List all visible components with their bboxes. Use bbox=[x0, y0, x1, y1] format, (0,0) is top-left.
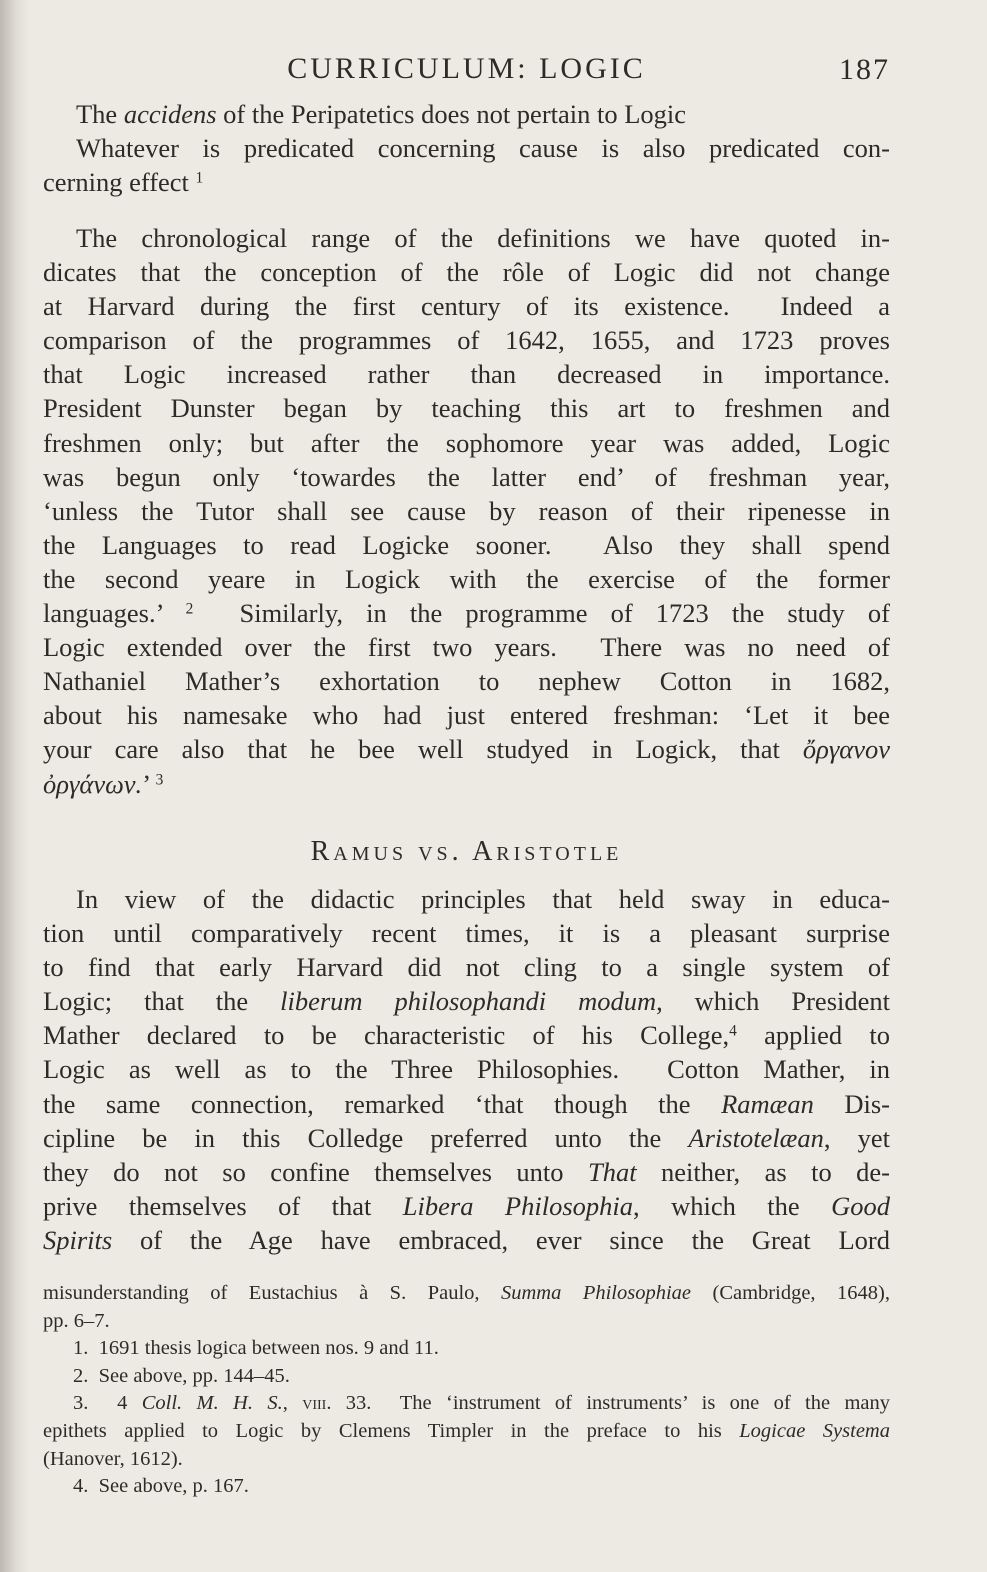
text-line: at Harvard during the first century of its existence. Indeed a bbox=[43, 291, 890, 322]
text-line: they do not so confine themselves unto That neither, as to de- bbox=[43, 1156, 891, 1187]
text-line: Logic; that the liberum philosophandi modum, which President bbox=[43, 986, 890, 1017]
epigraph bbox=[43, 97, 890, 199]
text-line: 3. 4 Coll. M. H. S., viii. 33. The ‘instrument of instruments’ is one of the many bbox=[73, 1392, 891, 1415]
text-line: Whatever is predicated concerning cause is also predicated con- bbox=[76, 133, 890, 164]
page-header bbox=[43, 52, 890, 94]
text-line: was begun only ‘towardes the latter end’ of freshman year, bbox=[43, 461, 890, 492]
paragraph-1 bbox=[43, 221, 890, 801]
text-line: epithets applied to Logic by Clemens Timpler in the preface to his Logicae Systema bbox=[43, 1419, 890, 1442]
text-line: (Hanover, 1612). bbox=[43, 1447, 183, 1470]
text-line: President Dunster began by teaching this art to freshmen and bbox=[43, 393, 890, 424]
text-line: cerning effect $^1$ bbox=[43, 167, 204, 198]
scan-gutter-shadow bbox=[0, 0, 30, 1572]
text-line: ‘unless the Tutor shall see cause by reason of their ripenesse in bbox=[43, 495, 890, 526]
text-line: misunderstanding of Eustachius à S. Paulo, Summa Philosophiae (Cambridge, 1648), bbox=[43, 1282, 890, 1304]
text-line: cipline be in this Colledge preferred unto the Aristotelæan, yet bbox=[43, 1122, 890, 1153]
text-line: tion until comparatively recent times, it is a pleasant surprise bbox=[43, 918, 890, 949]
text-line: about his namesake who had just entered freshman: ‘Let it bee bbox=[43, 700, 890, 731]
text-line: In view of the didactic principles that held sway in educa- bbox=[76, 884, 890, 914]
text-line: Mather declared to be characteristic of his College,$^4$ applied to bbox=[43, 1020, 890, 1051]
text-line: prive themselves of that Libera Philosophia, which the Good bbox=[43, 1190, 891, 1221]
paragraph-2 bbox=[43, 882, 890, 1257]
text-line: The chronological range of the definitions we have quoted in- bbox=[76, 223, 890, 253]
text-line: 1. 1691 thesis logica between nos. 9 and 11. bbox=[73, 1337, 439, 1360]
text-line: 2. See above, pp. 144–45. bbox=[73, 1364, 290, 1387]
text-line: dicates that the conception of the rôle of Logic did not change bbox=[43, 257, 890, 288]
text-line: the Languages to read Logicke sooner. Also they shall spend bbox=[43, 529, 890, 560]
text-line: comparison of the programmes of 1642, 1655, and 1723 proves bbox=[43, 325, 890, 356]
text-line: Logic extended over the first two years. There was no need of bbox=[43, 632, 890, 663]
text-line: to find that early Harvard did not cling to a single system of bbox=[43, 952, 890, 983]
text-line: Spirits of the Age have embraced, ever since the Great Lord bbox=[43, 1224, 890, 1255]
text-line: freshmen only; but after the sophomore year was added, Logic bbox=[43, 427, 890, 458]
text-line: 4. See above, p. 167. bbox=[73, 1475, 249, 1498]
running-title: CURRICULUM: LOGIC bbox=[287, 52, 646, 85]
text-line: the second yeare in Logick with the exercise of the former bbox=[43, 563, 890, 594]
text-line: pp. 6–7. bbox=[43, 1309, 110, 1332]
text-line: languages.’ $^2$ Similarly, in the programme of 1723 the study of bbox=[43, 598, 890, 629]
text-line: ὀργάνων.’ $^3$ bbox=[43, 768, 164, 799]
text-line: Nathaniel Mather’s exhortation to nephew Cotton in 1682, bbox=[43, 666, 890, 697]
footnotes bbox=[43, 1280, 890, 1501]
text-line: The accidens of the Peripatetics does not pertain to Logic bbox=[76, 99, 687, 129]
page-number: 187 bbox=[839, 53, 890, 86]
section-heading: Ramus vs. Aristotle bbox=[310, 836, 623, 867]
text-line: Logic as well as to the Three Philosophies. Cotton Mather, in bbox=[43, 1054, 890, 1085]
text-line: the same connection, remarked ‘that though the Ramæan Dis- bbox=[43, 1088, 891, 1119]
text-line: that Logic increased rather than decreased in importance. bbox=[43, 359, 890, 390]
text-line: your care also that he bee well studyed in Logick, that ὄργανον bbox=[43, 734, 890, 765]
